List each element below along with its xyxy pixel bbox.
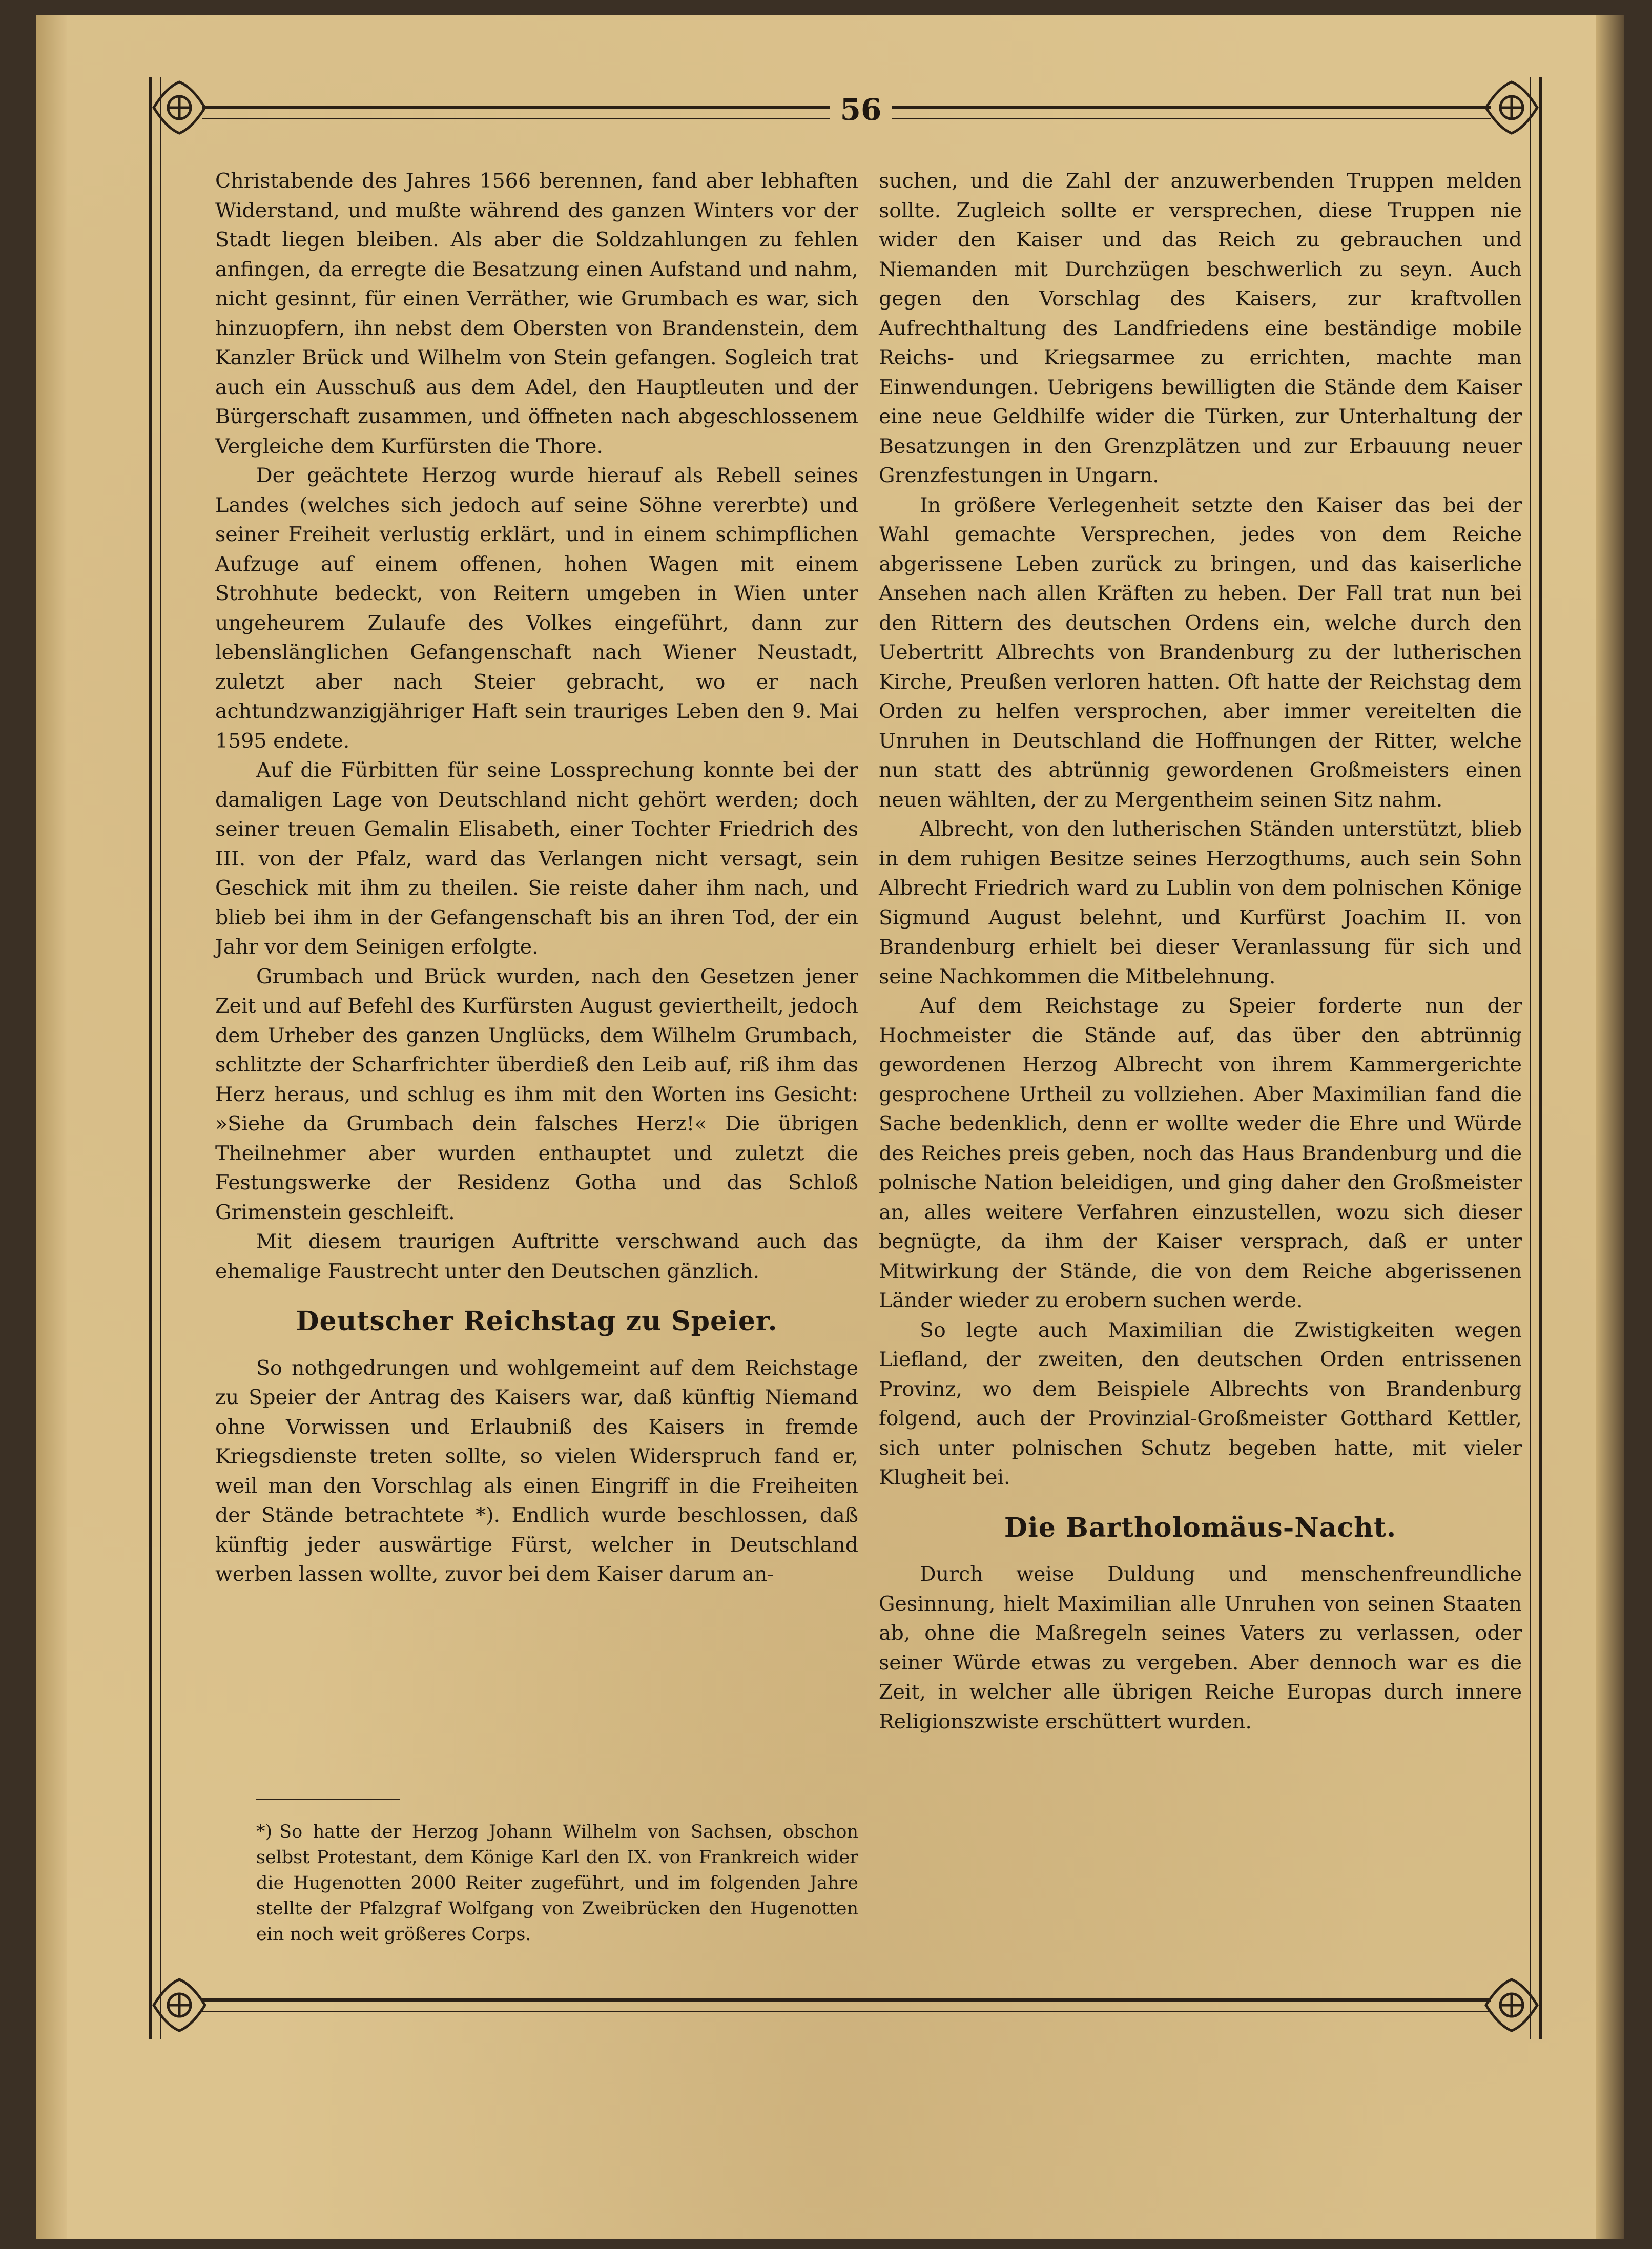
- page-number: 56: [840, 92, 882, 127]
- section-heading-reichstag: Deutscher Reichstag zu Speier.: [296, 1306, 778, 1337]
- left-paragraph-4: Grumbach und Brück wurden, nach den Gesetzen jener Zeit und auf Befehl des Kurfürsten August geviertheilt, jedoch dem Urheber des ganzen Unglücks, dem Wilhelm Grumbach, schlitzte der Scharfrichter überdieß den Leib auf, riß ihm das Herz heraus, und schlug es ihm mit den Worten ins Gesicht: »Siehe da Grumbach dein falsches Herz!« Die übrigen Theilnehmer aber wurden enthauptet und zuletzt die Festungswerke der Residenz Gotha und das Schloß Grimenstein geschleift.: [215, 964, 858, 1224]
- left-paragraph-5: Mit diesem traurigen Auftritte verschwand auch das ehemalige Faustrecht unter den Deutschen gänzlich.: [215, 1230, 858, 1283]
- left-paragraph-1: Christabende des Jahres 1566 berennen, fand aber lebhaften Widerstand, und mußte während des ganzen Winters vor der Stadt liegen bleiben. Als aber die Soldzahlungen zu fehlen anfingen, da erregte die Besatzung einen Aufstand und nahm, nicht gesinnt, für einen Verräther, wie Grumbach es war, sich hinzuopfern, ihn nebst dem Obersten von Brandenstein, dem Kanzler Brück und Wilhelm von Stein gefangen. Sogleich trat auch ein Ausschuß aus dem Adel, den Hauptleuten und der Bürgerschaft zusammen, und öffneten nach abgeschlossenem Vergleiche dem Kurfürsten die Thore.: [215, 169, 858, 458]
- corner-ornament-top-left: [149, 77, 210, 138]
- footer-rule: [202, 1998, 1491, 2012]
- corner-ornament-bottom-left: [149, 1974, 210, 2036]
- footnote-rule: [256, 1799, 400, 1800]
- corner-ornament-top-right: [1481, 77, 1542, 138]
- right-paragraph-1: suchen, und die Zahl der anzuwerbenden Truppen melden sollte. Zugleich sollte er versprechen, diese Truppen nie wider den Kaiser und das Reich zu gebrauchen und Niemanden mit Durchzügen beschwerlich zu seyn. Auch gegen den Vorschlag des Kaisers, zur kraftvollen Aufrechthaltung des Landfriedens eine beständige mobile Reichs- und Kriegsarmee zu errichten, machte man Einwendungen. Uebrigens bewilligten die Stände dem Kaiser eine neue Geldhilfe wider die Türken, zur Unterhaltung der Besatzungen in den Grenzplätzen und zur Erbauung neuer Grenzfestungen in Ungarn.: [879, 169, 1522, 487]
- right-column: [879, 167, 1522, 1737]
- header-rule-left: [202, 106, 830, 119]
- footnote-text: So hatte der Herzog Johann Wilhelm von Sachsen, obschon selbst Protestant, dem Könige Karl den IX. von Frankreich wider die Hugenotten 2000 Reiter zugeführt, und im folgenden Jahre stellte der Pfalzgraf Wolfgang von Zweibrücken den Hugenotten ein noch weit größeres Corps.: [256, 1822, 858, 1945]
- right-paragraph-5: So legte auch Maximilian die Zwistigkeiten wegen Liefland, der zweiten, den deutschen Orden entrissenen Provinz, wo dem Beispiele Albrechts von Brandenburg folgend, auch der Provinzial-Großmeister Gotthard Kettler, sich unter polnischen Schutz begeben hatte, mit vieler Klugheit bei.: [879, 1318, 1522, 1489]
- page-edge: [1596, 15, 1624, 2239]
- corner-ornament-bottom-right: [1481, 1974, 1542, 2036]
- section-heading-bartholomaeus: Die Bartholomäus-Nacht.: [1004, 1512, 1397, 1543]
- left-paragraph-3: Auf die Fürbitten für seine Lossprechung konnte bei der damaligen Lage von Deutschland nicht gehört werden; doch seiner treuen Gemalin Elisabeth, einer Tochter Friedrich des III. von der Pfalz, ward das Verlangen nicht versagt, sein Geschick mit ihm zu theilen. Sie reiste daher ihm nach, und blieb bei ihm in der Gefangenschaft bis an ihren Tod, der ein Jahr vor dem Seinigen erfolgte.: [215, 758, 858, 959]
- left-paragraph-2: Der geächtete Herzog wurde hierauf als Rebell seines Landes (welches sich jedoch auf seine Söhne vererbte) und seiner Freiheit verlustig erklärt, und in einem schimpflichen Aufzuge auf einem offenen, hohen Wagen mit einem Strohhute bedeckt, von Reitern umgeben in Wien unter ungeheurem Zulaufe des Volkes eingeführt, dann zur lebenslänglichen Gefangenschaft nach Wiener Neustadt, zuletzt aber nach Steier gebracht, wo er nach achtundzwanzigjähriger Haft sein trauriges Leben den 9. Mai 1595 endete.: [215, 464, 858, 753]
- page-gutter: [36, 15, 67, 2239]
- footnote: [256, 1819, 858, 1947]
- right-paragraph-4: Auf dem Reichstage zu Speier forderte nun der Hochmeister die Stände auf, das über den abtrünnig gewordenen Herzog Albrecht von ihrem Kammergerichte gesprochene Urtheil zu vollziehen. Aber Maximilian fand die Sache bedenklich, denn er wollte weder die Ehre und Würde des Reiches preis geben, noch das Haus Brandenburg und die polnische Nation beleidigen, und ging daher den Großmeister an, alles weitere Verfahren einzustellen, wozu sich dieser begnügte, da ihm der Kaiser versprach, daß er unter Mitwirkung der Stände, die von dem Reiche abgerissenen Länder wieder zu erobern suchen werde.: [879, 994, 1522, 1312]
- footnote-mark: *): [256, 1822, 273, 1842]
- right-paragraph-3: Albrecht, von den lutherischen Ständen unterstützt, blieb in dem ruhigen Besitze seines Herzogthums, auch sein Sohn Albrecht Friedrich ward zu Lublin von dem polnischen Könige Sigmund August belehnt, und Kurfürst Joachim II. von Brandenburg erhielt bei dieser Veranlassung für sich und seine Nachkommen die Mitbelehnung.: [879, 817, 1522, 988]
- right-paragraph-2: In größere Verlegenheit setzte den Kaiser das bei der Wahl gemachte Versprechen, jedes von dem Reiche abgerissene Leben zurück zu bringen, und das kaiserliche Ansehen nach allen Kräften zu heben. Der Fall trat nun bei den Rittern des deutschen Ordens ein, welche durch den Uebertritt Albrechts von Brandenburg zu der lutherischen Kirche, Preußen verloren hatten. Oft hatte der Reichstag dem Orden zu helfen versprochen, aber immer vereitelten die Unruhen in Deutschland die Hoffnungen der Ritter, welche nun statt des abtrünnig gewordenen Großmeisters einen neuen wählten, der zu Mergentheim seinen Sitz nahm.: [879, 493, 1522, 812]
- left-paragraph-6: So nothgedrungen und wohlgemeint auf dem Reichstage zu Speier der Antrag des Kaisers war, daß künftig Niemand ohne Vorwissen und Erlaubniß des Kaisers in fremde Kriegsdienste treten sollte, so vielen Widerspruch fand er, weil man den Vorschlag als einen Eingriff in die Freiheiten der Stände betrachtete *). Endlich wurde beschlossen, daß künftig jeder auswärtige Fürst, welcher in Deutschland werben lassen wollte, zuvor bei dem Kaiser darum an-: [215, 1356, 858, 1586]
- right-paragraph-6: Durch weise Duldung und menschenfreundliche Gesinnung, hielt Maximilian alle Unruhen von seinen Staaten ab, ohne die Maßregeln seines Vaters zu verlassen, oder seiner Würde etwas zu vergeben. Aber dennoch war es die Zeit, in welcher alle übrigen Reiche Europas durch innere Religionszwiste erschüttert wurden.: [879, 1562, 1522, 1734]
- left-column: [215, 167, 858, 1590]
- header-rule-right: [892, 106, 1491, 119]
